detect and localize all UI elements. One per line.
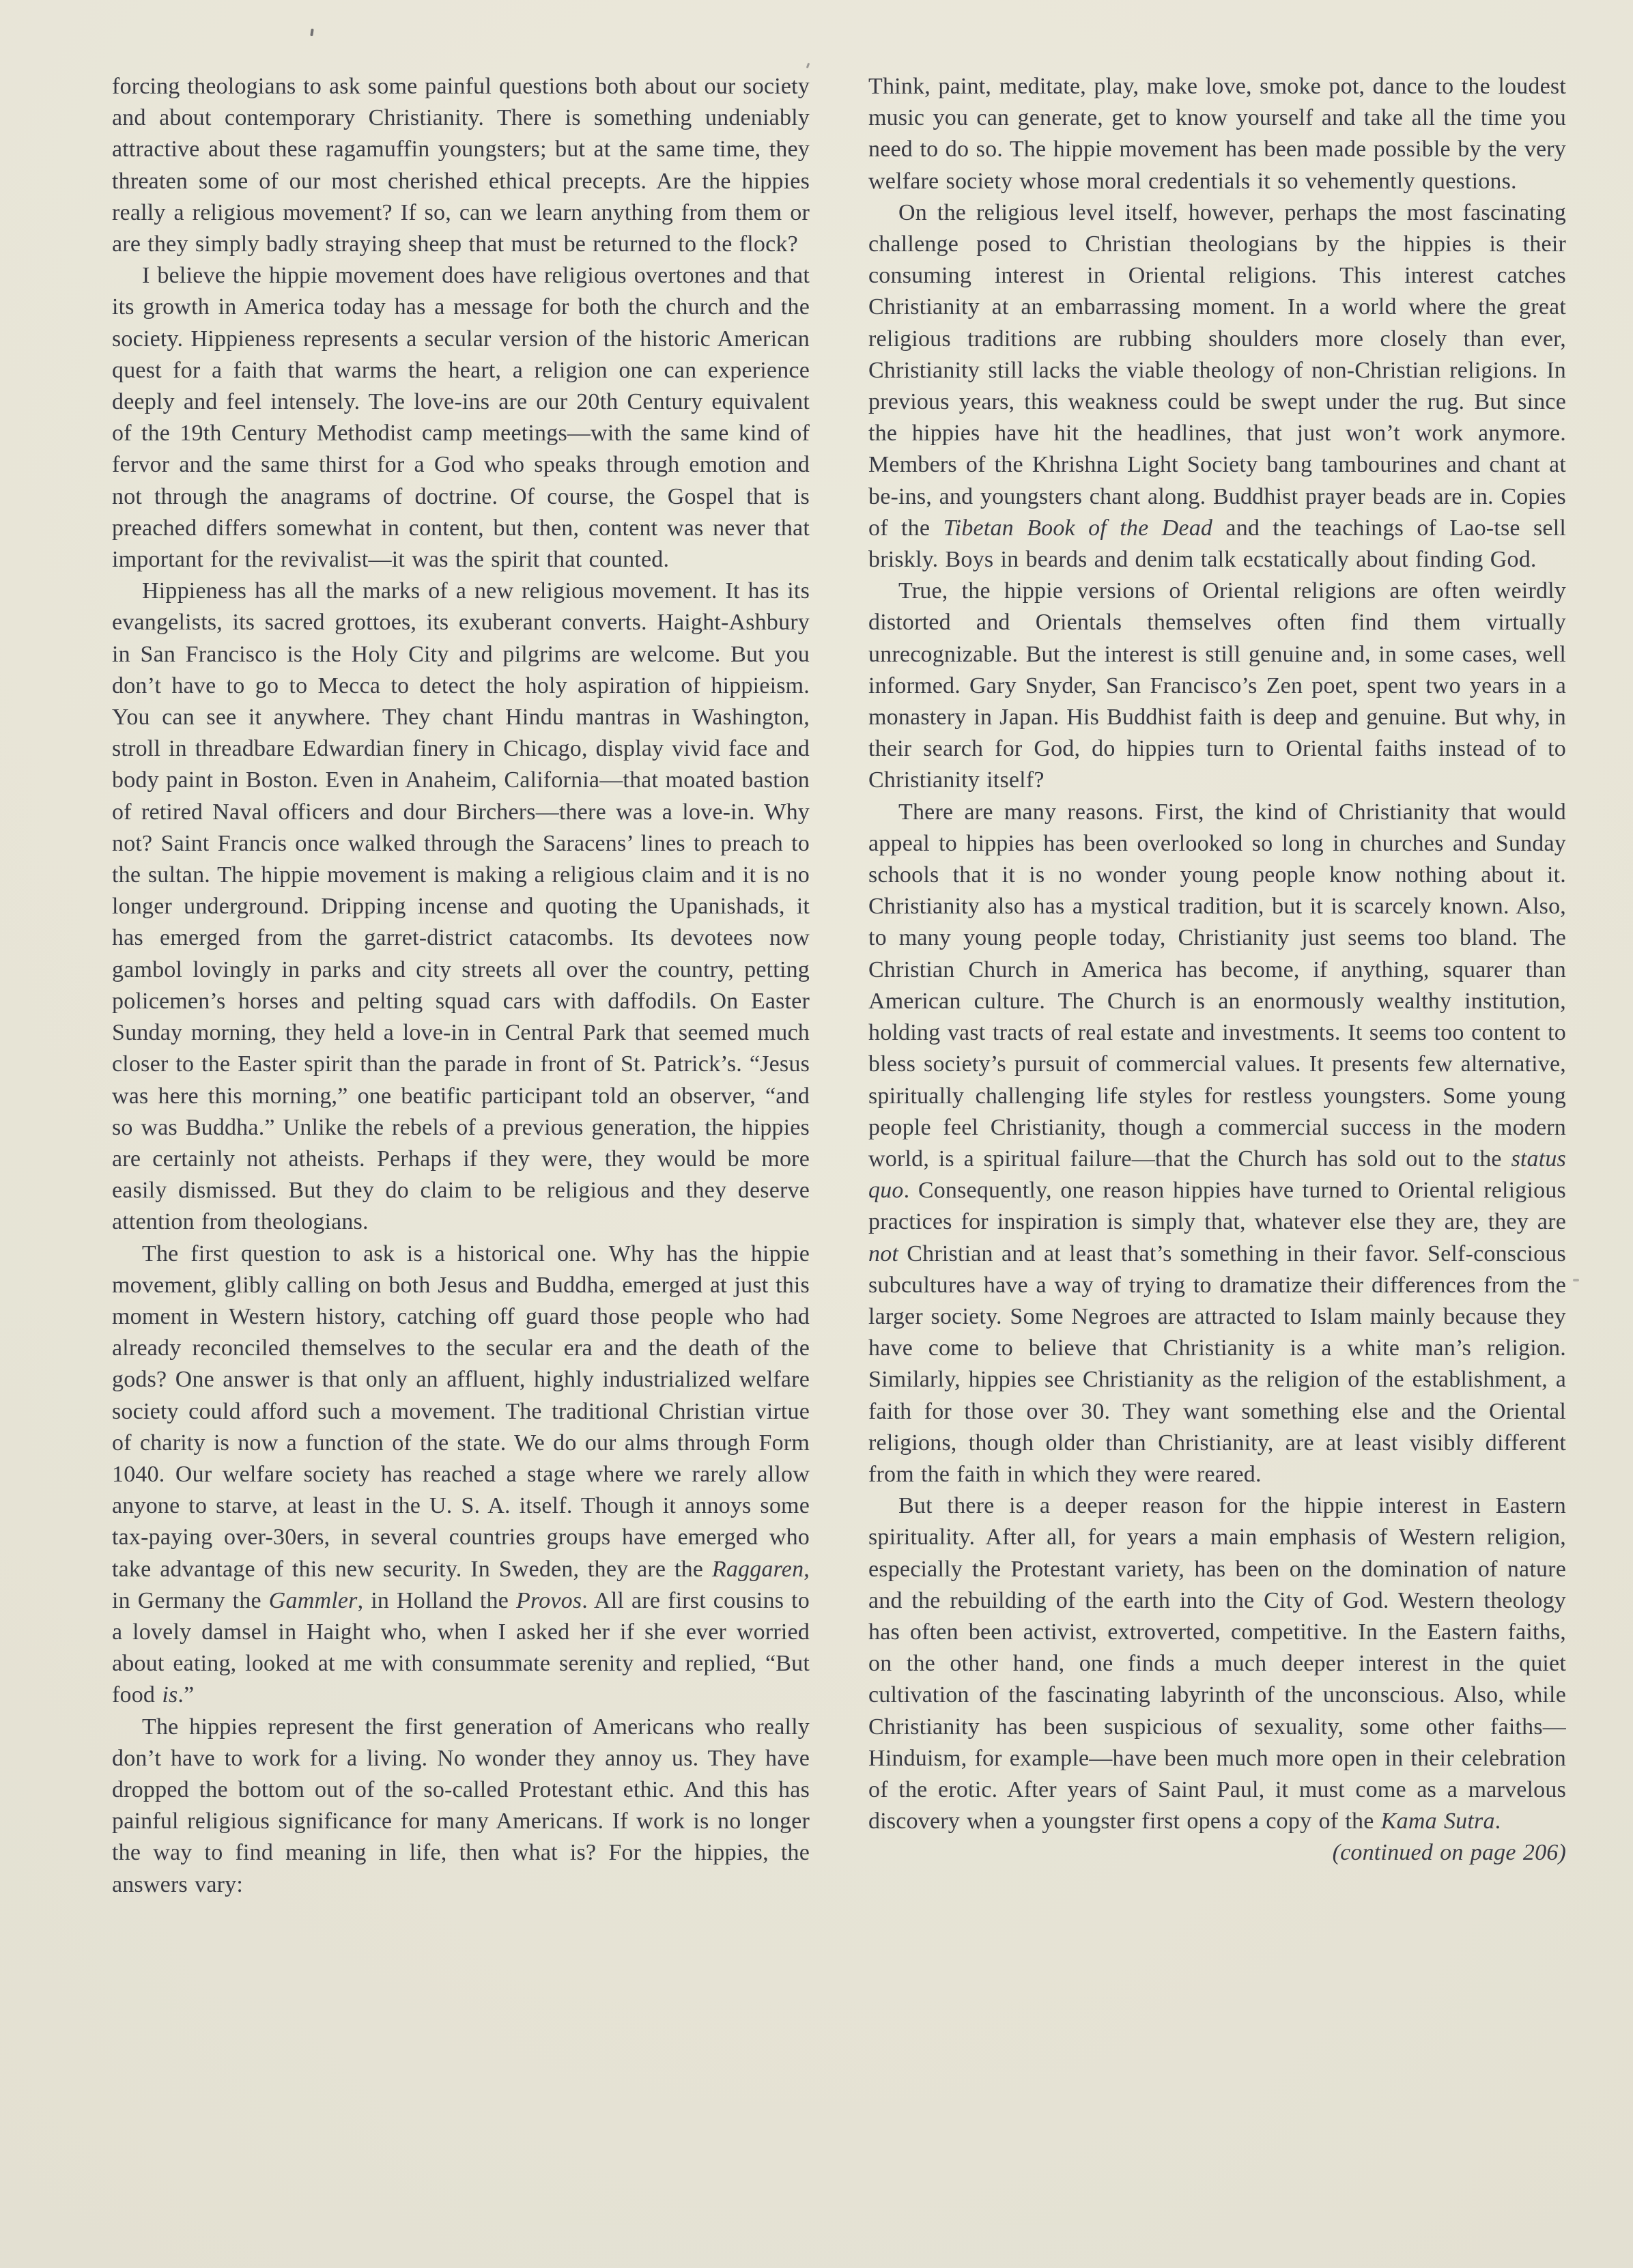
italic-term: not [868, 1241, 899, 1266]
text-run: and the teachings of Lao-tse sell briskly. Boys in beards and denim talk ecstatically about finding God. [868, 515, 1567, 573]
paragraph [868, 576, 1566, 796]
paragraph [112, 71, 810, 260]
paragraph [112, 1238, 810, 1712]
text-run: The hippies represent the first generation of Americans who really don’t have to work for a living. No wonder they annoy us. They have dropped the bottom out of the so-called Protestant ethic. And this has painful religious significance for many Americans. If work is no longer the way to find meaning in life, then what is? For the hippies, the answers vary: [112, 1714, 810, 1897]
text-run: . Consequently, one reason hippies have turned to Oriental religious practices for inspiration is simply that, whatever else they are, they are [868, 1178, 1566, 1235]
paragraph [868, 197, 1566, 576]
italic-term: Raggaren [711, 1556, 804, 1582]
italic-term: Provos [516, 1587, 582, 1613]
paragraph [112, 1712, 810, 1901]
text-column-right [868, 71, 1566, 1901]
text-run: , in Germany the [112, 1556, 810, 1613]
paper-speck [1573, 1279, 1579, 1281]
continuation-note: (continued on page 206) [1332, 1840, 1566, 1866]
italic-term: Gammler [268, 1587, 358, 1613]
paper-speck [806, 63, 810, 69]
paragraph [112, 576, 810, 1238]
text-run: , in Holland the [357, 1587, 516, 1613]
text-run: .” [178, 1682, 195, 1708]
italic-term: Kama Sutra [1380, 1809, 1495, 1834]
italic-term: Tibetan Book of the Dead [943, 515, 1213, 541]
text-run: On the religious level itself, however, perhaps the most fascinating challenge posed to Christian theologians by the hippies is their consuming interest in Oriental religions. This interest catches Christianity at an embarrassing moment. In a world where the great religious traditions are rubbing shoulders more closely than ever, Christianity still lacks the viable theology of non-Christian religions. In previous years, this weakness could be swept under the rug. But since the hippies have hit the headlines, that just won’t work anymore. Members of the Khrishna Light Society bang tambourines and chant at be-ins, and youngsters chant along. Buddhist prayer beads are in. Copies of the [868, 199, 1566, 541]
text-run: . [1494, 1809, 1501, 1834]
text-column-left [112, 71, 810, 1901]
text-run: Christian and at least that’s something in their favor. Self-conscious subcultures have a way of trying to dramatize their differences from the larger society. Some Negroes are attracted to Islam mainly because they have come to believe that Christianity is a white man’s religion. Similarly, hippies see Christianity as the religion of the establishment, a faith for those over 30. They want something else and the Oriental religions, though older than Christianity, are at least visibly different from the faith in which they were reared. [868, 1241, 1566, 1487]
paper-speck [310, 29, 313, 36]
text-run: Hippieness has all the marks of a new religious movement. It has its evangelists, its sacred grottoes, its exuberant converts. Haight-Ashbury in San Francisco is the Holy City and pilgrims are welcome. But you don’t have to go to Mecca to detect the holy aspiration of hippieism. You can see it anywhere. They chant Hindu mantras in Washington, stroll in threadbare Edwardian finery in Chicago, display vivid face and body paint in Boston. Even in Anaheim, California—that moated bastion of retired Naval officers and dour Birchers—there was a love-in. Why not? Saint Francis once walked through the Saracens’ lines to preach to the sultan. The hippie movement is making a religious claim and it is no longer underground. Dripping incense and quoting the Upanishads, it has emerged from the garret-district catacombs. Its devotees now gambol lovingly in parks and city streets all over the country, petting policemen’s horses and pelting squad cars with daffodils. On Easter Sunday morning, they held a love-in in Central Park that seemed much closer to the Easter spirit than the parade in front of St. Patrick’s. “Jesus was here this morning,” one beatific participant told an observer, “and so was Buddha.” Unlike the rebels of a previous generation, the hippies are certainly not atheists. Perhaps if they were, they would be more easily dismissed. But they do claim to be religious and they deserve attention from theologians. [112, 578, 810, 1235]
text-run: True, the hippie versions of Oriental religions are often weirdly distorted and Orientals themselves often find them virtually unrecognizable. But the interest is still genuine and, in some cases, well informed. Gary Snyder, San Francisco’s Zen poet, spent two years in a monastery in Japan. His Buddhist faith is deep and genuine. But why, in their search for God, do hippies turn to Oriental faiths instead of to Christianity itself? [868, 578, 1566, 793]
text-run: But there is a deeper reason for the hippie interest in Eastern spirituality. After all, for years a main emphasis of Western religion, especially the Protestant variety, has been on the domination of nature and the rebuilding of the earth into the City of God. Western theology has often been activist, extroverted, competitive. In the Eastern faiths, on the other hand, one finds a much deeper interest in the quiet cultivation of the fascinating labyrinth of the unconscious. Also, while Christianity has been suspicious of sexuality, some other faiths—Hinduism, for example—have been much more open in their celebration of the erotic. After years of Saint Paul, it must come as a marvelous discovery when a youngster first opens a copy of the [868, 1493, 1566, 1834]
paragraph [112, 260, 810, 576]
italic-term: status quo [868, 1146, 1566, 1204]
text-run: I believe the hippie movement does have religious overtones and that its growth in America today has a message for both the church and the society. Hippieness represents a secular version of the historic American quest for a faith that warms the heart, a religion one can experience deeply and feel intensely. The love-ins are our 20th Century equivalent of the 19th Century Methodist camp meetings—with the same kind of fervor and the same thirst for a God who speaks through emotion and not through the anagrams of doctrine. Of course, the Gospel that is preached differs somewhat in content, but then, content was never that important for the revivalist—it was the spirit that counted. [112, 263, 810, 573]
text-run: The first question to ask is a historical one. Why has the hippie movement, glibly calling on both Jesus and Buddha, emerged at just this moment in Western history, catching off guard those people who had already reconciled themselves to the secular era and the death of the gods? One answer is that only an affluent, highly industrialized welfare society could afford such a movement. The traditional Christian virtue of charity is now a function of the state. We do our alms through Form 1040. Our welfare society has reached a stage where we rarely allow anyone to starve, at least in the U. S. A. itself. Though it annoys some tax-paying over-30ers, in several countries groups have emerged who take advantage of this new security. In Sweden, they are the [112, 1241, 810, 1582]
text-run: . All are first cousins to a lovely damsel in Haight who, when I asked her if she ever worried about eating, looked at me with consummate serenity and replied, “But food [112, 1587, 810, 1708]
text-run: Think, paint, meditate, play, make love, smoke pot, dance to the loudest music you can generate, get to know yourself and take all the time you need to do so. The hippie movement has been made possible by the very welfare society whose moral credentials it so vehemently questions. [868, 74, 1566, 194]
text-run: There are many reasons. First, the kind of Christianity that would appeal to hippies has been overlooked so long in churches and Sunday schools that it is no wonder young people know nothing about it. Christianity also has a mystical tradition, but it is scarcely known. Also, to many young people today, Christianity just seems too bland. The Christian Church in America has become, if anything, squarer than American culture. The Church is an enormously wealthy institution, holding vast tracts of real estate and investments. It seems too content to bless society’s pursuit of commercial values. It presents few alternative, spiritually challenging life styles for restless youngsters. Some young people feel Christianity, though a commercial success in the modern world, is a spiritual failure—that the Church has sold out to the [868, 799, 1566, 1172]
two-column-text-layout [112, 71, 1565, 1901]
paragraph [868, 797, 1566, 1490]
paragraph [868, 1490, 1566, 1866]
text-run: forcing theologians to ask some painful questions both about our society and about contemporary Christianity. There is something undeniably attractive about these ragamuffin youngsters; but at the same time, they threaten some of our most cherished ethical precepts. Are the hippies really a religious movement? If so, can we learn anything from them or are they simply badly straying sheep that must be returned to the flock? [112, 74, 810, 257]
italic-term: is [162, 1682, 178, 1708]
paragraph [868, 71, 1566, 197]
